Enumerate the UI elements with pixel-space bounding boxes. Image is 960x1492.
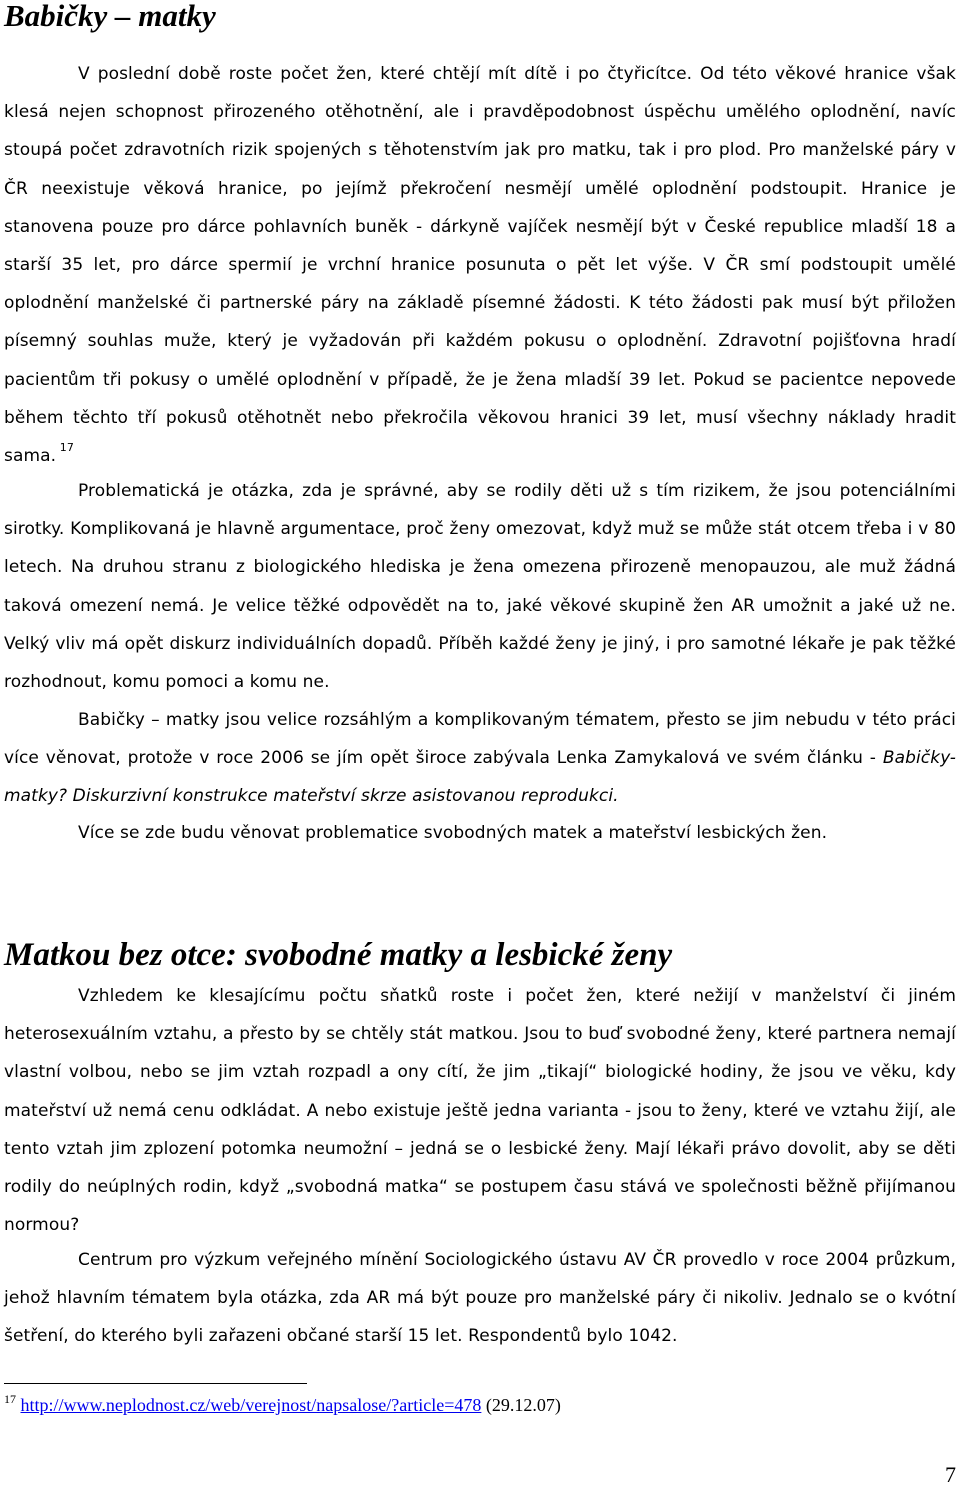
paragraph-transition: Více se zde budu věnovat problematice svobodných matek a mateřství lesbických žen.	[78, 823, 828, 843]
paragraph-survey: Centrum pro výzkum veřejného mínění Sociologického ústavu AV ČR provedlo v roce 2004 průzkum, jehož hlavním tématem byla otázka, zda AR má být pouze pro manželské páry či nikoliv. Jednalo se o kvótní šetření, do kterého byli zařazeni občané starší 15 let. Respondentů bylo 1042.	[4, 1250, 956, 1347]
section-heading-single-mothers: Matkou bez otce: svobodné matky a lesbické ženy	[4, 937, 673, 973]
section-heading-babicky-matky: Babičky – matky	[4, 0, 216, 33]
paragraph-age-limits	[4, 55, 956, 475]
footnote-number: 17	[4, 1392, 16, 1406]
paragraph-text: Babičky – matky jsou velice rozsáhlým a komplikovaným tématem, přesto se jim nebudu v této práci více věnovat, protože v roce 2006 se jím opět široce zabývala Lenka Zamykalová ve svém článku -	[4, 710, 956, 769]
article-title-italic: Babičky-matky? Diskurzivní konstrukce mateřství skrze asistovanou reprodukci.	[4, 748, 956, 807]
footnote-date: (29.12.07)	[485, 1395, 561, 1415]
footnote	[4, 1392, 561, 1416]
footnote-divider	[4, 1383, 307, 1384]
footnote-reference[interactable]: 17	[59, 441, 74, 455]
paragraph-single-women: Vzhledem ke klesajícímu počtu sňatků roste i počet žen, které nežijí v manželství či jiném heterosexuálním vztahu, a přesto by se chtěly stát matkou. Jsou to buď svobodné ženy, které partnera nemají vlastní volbou, nebo se jim vztah rozpadl a ony cítí, že jim „tikají“ biologické hodiny, že jsou ve věku, kdy mateřství už nemá cenu odkládat. A nebo existuje ještě jedna varianta - jsou to ženy, které ve vztahu žijí, ale tento vztah jim zplození potomka neumožní – jedná se o lesbické ženy. Mají lékaři právo dovolit, aby se děti rodily do neúplných rodin, když „svobodná matka“ se postupem času stává ve společnosti běžně přijímanou normou?	[4, 986, 956, 1236]
footnote-link[interactable]: http://www.neplodnost.cz/web/verejnost/napsalose/?article=478	[20, 1395, 482, 1415]
paragraph-babicky-topic	[4, 701, 956, 816]
page-number: 7	[945, 1462, 956, 1487]
paragraph-problematic-question: Problematická je otázka, zda je správné, aby se rodily děti už s tím rizikem, že jsou potenciálními sirotky. Komplikovaná je hlavně argumentace, proč ženy omezovat, když muž se může stát otcem třeba i v 80 letech. Na druhou stranu z biologického hlediska je žena omezena přirozeně menopauzou, ale muž žádná taková omezení nemá. Je velice těžké odpovědět na to, jaké věkové skupině žen AR umožnit a jaké už ne. Velký vliv má opět diskurz individuálních dopadů. Příběh každé ženy je jiný, i pro samotné lékaře je pak těžké rozhodnout, komu pomoci a komu ne.	[4, 481, 956, 693]
paragraph-text: V poslední době roste počet žen, které chtějí mít dítě i po čtyřicítce. Od této věkové hranice však klesá nejen schopnost přirozeného otěhotnění, ale i pravděpodobnost úspěchu umělého oplodnění, navíc stoupá počet zdravotních rizik spojených s těhotenstvím jak pro matku, tak i pro plod. Pro manželské páry v ČR neexistuje věková hranice, po jejímž překročení nesmějí umělé oplodnění podstoupit. Hranice je stanovena pouze pro dárce pohlavních buněk - dárkyně vajíček nesmějí být v České republice mladší 18 a starší 35 let, pro dárce spermií je vrchní hranice posunuta o pět let výše. V ČR smí podstoupit umělé oplodnění manželské či partnerské páry na základě písemné žádosti. K této žádosti pak musí být přiložen písemný souhlas muže, který je vyžadován při každém pokusu o oplodnění. Zdravotní pojišťovna hradí pacientům tři pokusy o umělé oplodnění v případě, že je žena mladší 39 let. Pokud se pacientce nepovede během těchto tří pokusů otěhotnět nebo překročila věkovou hranici 39 let, musí všechny náklady hradit sama.	[4, 64, 956, 467]
